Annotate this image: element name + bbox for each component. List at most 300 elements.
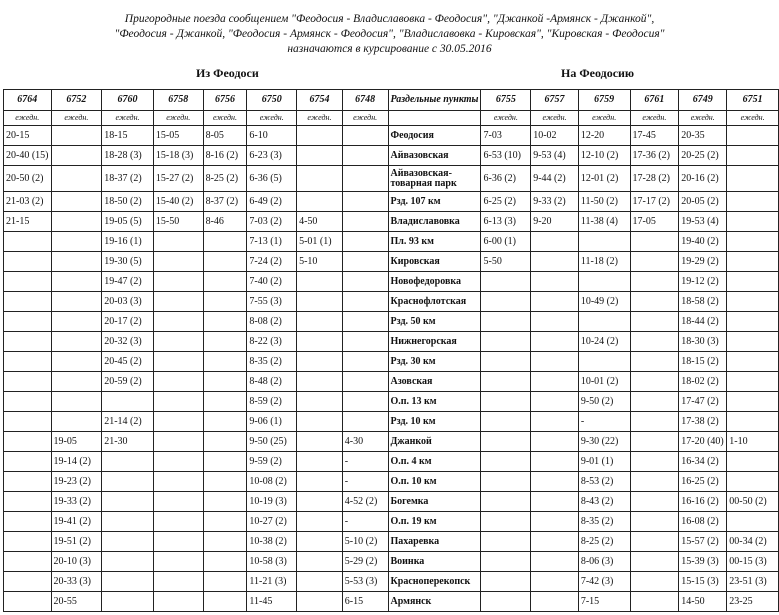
train-number: 6757 (531, 90, 579, 111)
time-cell: 16-25 (2) (679, 472, 727, 492)
time-cell: 20-33 (3) (51, 572, 102, 592)
time-cell (153, 292, 203, 312)
time-cell (727, 412, 779, 432)
time-cell (297, 472, 343, 492)
time-cell (342, 412, 388, 432)
time-cell: 8-59 (2) (247, 392, 297, 412)
time-cell: 20-55 (51, 592, 102, 612)
time-cell: 6-36 (2) (481, 166, 531, 192)
time-cell: 8-25 (2) (578, 532, 630, 552)
time-cell: 10-08 (2) (247, 472, 297, 492)
time-cell: 00-50 (2) (727, 492, 779, 512)
time-cell: 17-38 (2) (679, 412, 727, 432)
time-cell: 15-15 (3) (679, 572, 727, 592)
time-cell (297, 392, 343, 412)
time-cell (102, 592, 154, 612)
time-cell: 10-24 (2) (578, 332, 630, 352)
time-cell: 8-46 (203, 212, 247, 232)
station-row (4, 192, 779, 212)
time-cell (203, 332, 247, 352)
time-cell (297, 146, 343, 166)
time-cell (342, 232, 388, 252)
time-cell (531, 272, 579, 292)
station-name: Рзд. 30 км (388, 352, 481, 372)
time-cell (481, 392, 531, 412)
time-cell: 6-13 (3) (481, 212, 531, 232)
time-cell (727, 166, 779, 192)
train-number: 6750 (247, 90, 297, 111)
time-cell: 10-38 (2) (247, 532, 297, 552)
station-name: Нижнегорская (388, 332, 481, 352)
time-cell (481, 372, 531, 392)
time-cell: 5-50 (481, 252, 531, 272)
time-cell: 7-42 (3) (578, 572, 630, 592)
time-cell (297, 372, 343, 392)
time-cell (4, 452, 52, 472)
train-number: 6761 (630, 90, 679, 111)
time-cell: 17-47 (2) (679, 392, 727, 412)
time-cell: 18-15 (102, 126, 154, 146)
time-cell (4, 492, 52, 512)
time-cell (153, 232, 203, 252)
time-cell: 15-05 (153, 126, 203, 146)
time-cell (481, 512, 531, 532)
time-cell (153, 272, 203, 292)
time-cell: 19-41 (2) (51, 512, 102, 532)
time-cell (727, 452, 779, 472)
time-cell (102, 452, 154, 472)
time-cell (153, 332, 203, 352)
time-cell: 9-50 (2) (578, 392, 630, 412)
daily-label: ежедн. (342, 111, 388, 126)
time-cell (51, 272, 102, 292)
station-name: Джанкой (388, 432, 481, 452)
time-cell (531, 412, 579, 432)
time-cell (51, 166, 102, 192)
time-cell (727, 212, 779, 232)
time-cell: - (342, 452, 388, 472)
station-name: Рзд. 107 км (388, 192, 481, 212)
station-name: О.п. 4 км (388, 452, 481, 472)
time-cell: 14-50 (679, 592, 727, 612)
time-cell (481, 572, 531, 592)
time-cell (102, 472, 154, 492)
station-name: Айвазовская (388, 146, 481, 166)
time-cell (297, 166, 343, 192)
station-name: Пахаревка (388, 532, 481, 552)
time-cell (4, 432, 52, 452)
time-cell (297, 432, 343, 452)
train-number: 6758 (153, 90, 203, 111)
time-cell: 9-30 (22) (578, 432, 630, 452)
train-number: 6755 (481, 90, 531, 111)
time-cell: 17-45 (630, 126, 679, 146)
time-cell (630, 232, 679, 252)
time-cell (297, 452, 343, 472)
time-cell: 9-33 (2) (531, 192, 579, 212)
train-number: 6756 (203, 90, 247, 111)
time-cell: 5-53 (3) (342, 572, 388, 592)
time-cell (203, 492, 247, 512)
station-name: Богемка (388, 492, 481, 512)
station-row (4, 512, 779, 532)
time-cell (4, 232, 52, 252)
time-cell (297, 592, 343, 612)
time-cell (342, 212, 388, 232)
time-cell (4, 392, 52, 412)
station-row (4, 432, 779, 452)
time-cell: 18-30 (3) (679, 332, 727, 352)
time-cell (342, 332, 388, 352)
time-cell: 21-03 (2) (4, 192, 52, 212)
time-cell: 6-23 (3) (247, 146, 297, 166)
time-cell: 4-50 (297, 212, 343, 232)
header-line-1: Пригородные поезда сообщением "Феодосия - Владиславовка - Феодосия", "Джанкой -Армянск - Джанкой", (124, 13, 655, 25)
time-cell: 00-34 (2) (727, 532, 779, 552)
time-cell: 15-27 (2) (153, 166, 203, 192)
time-cell (51, 392, 102, 412)
time-cell: 12-10 (2) (578, 146, 630, 166)
time-cell: 10-58 (3) (247, 552, 297, 572)
time-cell (203, 412, 247, 432)
station-row (4, 592, 779, 612)
time-cell (297, 572, 343, 592)
time-cell (531, 472, 579, 492)
time-cell: 18-37 (2) (102, 166, 154, 192)
time-cell (481, 592, 531, 612)
time-cell: 19-05 (5) (102, 212, 154, 232)
time-cell: 19-51 (2) (51, 532, 102, 552)
time-cell: 20-32 (3) (102, 332, 154, 352)
time-cell (727, 512, 779, 532)
time-cell: 18-15 (2) (679, 352, 727, 372)
daily-label: ежедн. (102, 111, 154, 126)
time-cell: 5-10 (2) (342, 532, 388, 552)
time-cell (727, 232, 779, 252)
time-cell (531, 332, 579, 352)
station-name: Феодосия (388, 126, 481, 146)
station-name: Краснофлотская (388, 292, 481, 312)
time-cell (630, 352, 679, 372)
time-cell: 17-28 (2) (630, 166, 679, 192)
time-cell: 10-02 (531, 126, 579, 146)
time-cell (727, 146, 779, 166)
time-cell: 6-36 (5) (247, 166, 297, 192)
train-number: 6748 (342, 90, 388, 111)
station-name: Азовская (388, 372, 481, 392)
time-cell: 19-12 (2) (679, 272, 727, 292)
station-row (4, 552, 779, 572)
train-number: 6764 (4, 90, 52, 111)
time-cell (727, 332, 779, 352)
time-cell (531, 392, 579, 412)
time-cell (297, 312, 343, 332)
time-cell: 19-29 (2) (679, 252, 727, 272)
time-cell: 10-19 (3) (247, 492, 297, 512)
time-cell (297, 532, 343, 552)
time-cell (481, 552, 531, 572)
time-cell (531, 232, 579, 252)
time-cell (630, 512, 679, 532)
time-cell (531, 512, 579, 532)
time-cell (342, 192, 388, 212)
station-row (4, 166, 779, 192)
time-cell: 9-20 (531, 212, 579, 232)
time-cell (4, 272, 52, 292)
time-cell (297, 352, 343, 372)
station-row (4, 312, 779, 332)
station-row (4, 492, 779, 512)
time-cell: 18-50 (2) (102, 192, 154, 212)
time-cell (630, 312, 679, 332)
time-cell (630, 392, 679, 412)
time-cell (531, 592, 579, 612)
time-cell (153, 512, 203, 532)
daily-label: ежедн. (727, 111, 779, 126)
time-cell (578, 232, 630, 252)
time-cell (102, 392, 154, 412)
daily-label: ежедн. (203, 111, 247, 126)
time-cell (203, 292, 247, 312)
time-cell (578, 272, 630, 292)
time-cell: 9-50 (25) (247, 432, 297, 452)
time-cell (727, 312, 779, 332)
time-cell (153, 352, 203, 372)
timetable (3, 89, 779, 612)
time-cell (4, 332, 52, 352)
time-cell: 11-50 (2) (578, 192, 630, 212)
time-cell (297, 292, 343, 312)
time-cell (4, 512, 52, 532)
time-cell (727, 252, 779, 272)
time-cell (481, 472, 531, 492)
time-cell: 7-13 (1) (247, 232, 297, 252)
time-cell: 19-47 (2) (102, 272, 154, 292)
time-cell: 21-14 (2) (102, 412, 154, 432)
time-cell: 8-35 (2) (578, 512, 630, 532)
time-cell (4, 372, 52, 392)
station-name: Айвазовская-товарная парк (388, 166, 481, 192)
time-cell (4, 552, 52, 572)
train-number: 6760 (102, 90, 154, 111)
station-name: Кировская (388, 252, 481, 272)
time-cell (297, 552, 343, 572)
points-header-blank (388, 111, 481, 126)
time-cell: 15-50 (153, 212, 203, 232)
time-cell: 19-16 (1) (102, 232, 154, 252)
station-name: Рзд. 10 км (388, 412, 481, 432)
time-cell: 23-25 (727, 592, 779, 612)
time-cell: 11-45 (247, 592, 297, 612)
time-cell (4, 412, 52, 432)
time-cell (203, 472, 247, 492)
time-cell: 6-00 (1) (481, 232, 531, 252)
header-line-3: назначаются в курсирование с 30.05.2016 (287, 43, 492, 55)
time-cell (481, 492, 531, 512)
time-cell (531, 252, 579, 272)
time-cell (51, 332, 102, 352)
time-cell (727, 352, 779, 372)
time-cell (630, 492, 679, 512)
time-cell (4, 572, 52, 592)
station-row (4, 572, 779, 592)
time-cell: 17-05 (630, 212, 679, 232)
time-cell (51, 412, 102, 432)
time-cell (153, 572, 203, 592)
station-name: Армянск (388, 592, 481, 612)
time-cell: 4-30 (342, 432, 388, 452)
time-cell (342, 312, 388, 332)
time-cell: 17-17 (2) (630, 192, 679, 212)
time-cell (531, 372, 579, 392)
time-cell (342, 166, 388, 192)
time-cell (203, 392, 247, 412)
time-cell: 10-27 (2) (247, 512, 297, 532)
time-cell: 8-25 (2) (203, 166, 247, 192)
time-cell: 7-55 (3) (247, 292, 297, 312)
time-cell: - (342, 512, 388, 532)
time-cell: 20-45 (2) (102, 352, 154, 372)
time-cell: 8-05 (203, 126, 247, 146)
time-cell (481, 432, 531, 452)
time-cell: 7-15 (578, 592, 630, 612)
train-number: 6751 (727, 90, 779, 111)
station-row (4, 126, 779, 146)
time-cell: 21-30 (102, 432, 154, 452)
station-name: О.п. 10 км (388, 472, 481, 492)
time-cell (342, 252, 388, 272)
time-cell (531, 492, 579, 512)
time-cell: 20-16 (2) (679, 166, 727, 192)
time-cell (727, 126, 779, 146)
time-cell (481, 312, 531, 332)
time-cell (531, 532, 579, 552)
time-cell: 6-53 (10) (481, 146, 531, 166)
time-cell (531, 452, 579, 472)
time-cell: 16-16 (2) (679, 492, 727, 512)
time-cell (531, 432, 579, 452)
time-cell: 20-17 (2) (102, 312, 154, 332)
time-cell: 8-37 (2) (203, 192, 247, 212)
time-cell (630, 572, 679, 592)
time-cell (531, 552, 579, 572)
time-cell (4, 472, 52, 492)
station-name: Пл. 93 км (388, 232, 481, 252)
time-cell (51, 232, 102, 252)
time-cell (153, 532, 203, 552)
time-cell: 9-59 (2) (247, 452, 297, 472)
time-cell (481, 412, 531, 432)
time-cell (630, 252, 679, 272)
time-cell (342, 292, 388, 312)
station-row (4, 532, 779, 552)
time-cell: 23-51 (3) (727, 572, 779, 592)
time-cell (4, 252, 52, 272)
time-cell (4, 592, 52, 612)
time-cell (203, 452, 247, 472)
time-cell (51, 192, 102, 212)
time-cell: - (578, 412, 630, 432)
time-cell: 15-39 (3) (679, 552, 727, 572)
station-name: Воинка (388, 552, 481, 572)
station-name: О.п. 19 км (388, 512, 481, 532)
time-cell: 7-03 (481, 126, 531, 146)
time-cell (481, 532, 531, 552)
time-cell (727, 392, 779, 412)
time-cell (4, 312, 52, 332)
station-row (4, 452, 779, 472)
time-cell (153, 372, 203, 392)
daily-label: ежедн. (4, 111, 52, 126)
time-cell (51, 352, 102, 372)
time-cell (102, 572, 154, 592)
train-number: 6749 (679, 90, 727, 111)
time-cell (203, 372, 247, 392)
station-row (4, 412, 779, 432)
station-row (4, 146, 779, 166)
time-cell: - (342, 472, 388, 492)
time-cell: 10-01 (2) (578, 372, 630, 392)
time-cell (630, 432, 679, 452)
time-cell (342, 372, 388, 392)
time-cell (51, 292, 102, 312)
time-cell (4, 532, 52, 552)
time-cell (342, 146, 388, 166)
time-cell: 12-01 (2) (578, 166, 630, 192)
time-cell (297, 512, 343, 532)
daily-label: ежедн. (578, 111, 630, 126)
time-cell (102, 532, 154, 552)
time-cell: 18-02 (2) (679, 372, 727, 392)
time-cell (481, 272, 531, 292)
time-cell (51, 312, 102, 332)
time-cell: 20-05 (2) (679, 192, 727, 212)
time-cell (51, 252, 102, 272)
time-cell (4, 352, 52, 372)
station-name: О.п. 13 км (388, 392, 481, 412)
time-cell: 7-24 (2) (247, 252, 297, 272)
time-cell (153, 312, 203, 332)
time-cell: 20-10 (3) (51, 552, 102, 572)
page-header (0, 12, 779, 57)
daily-label: ежедн. (630, 111, 679, 126)
time-cell (203, 532, 247, 552)
time-cell (578, 312, 630, 332)
time-cell (342, 126, 388, 146)
time-cell: 5-10 (297, 252, 343, 272)
daily-label: ежедн. (247, 111, 297, 126)
time-cell: 8-06 (3) (578, 552, 630, 572)
time-cell: 8-43 (2) (578, 492, 630, 512)
time-cell: 8-35 (2) (247, 352, 297, 372)
time-cell (630, 452, 679, 472)
train-number: 6752 (51, 90, 102, 111)
time-cell: 15-57 (2) (679, 532, 727, 552)
station-row (4, 332, 779, 352)
time-cell: 17-36 (2) (630, 146, 679, 166)
station-row (4, 212, 779, 232)
time-cell (297, 412, 343, 432)
time-cell: 9-44 (2) (531, 166, 579, 192)
time-cell (203, 512, 247, 532)
time-cell (203, 252, 247, 272)
time-cell: 16-08 (2) (679, 512, 727, 532)
daily-label: ежедн. (297, 111, 343, 126)
time-cell: 18-58 (2) (679, 292, 727, 312)
time-cell (630, 592, 679, 612)
time-cell (203, 232, 247, 252)
station-row (4, 392, 779, 412)
